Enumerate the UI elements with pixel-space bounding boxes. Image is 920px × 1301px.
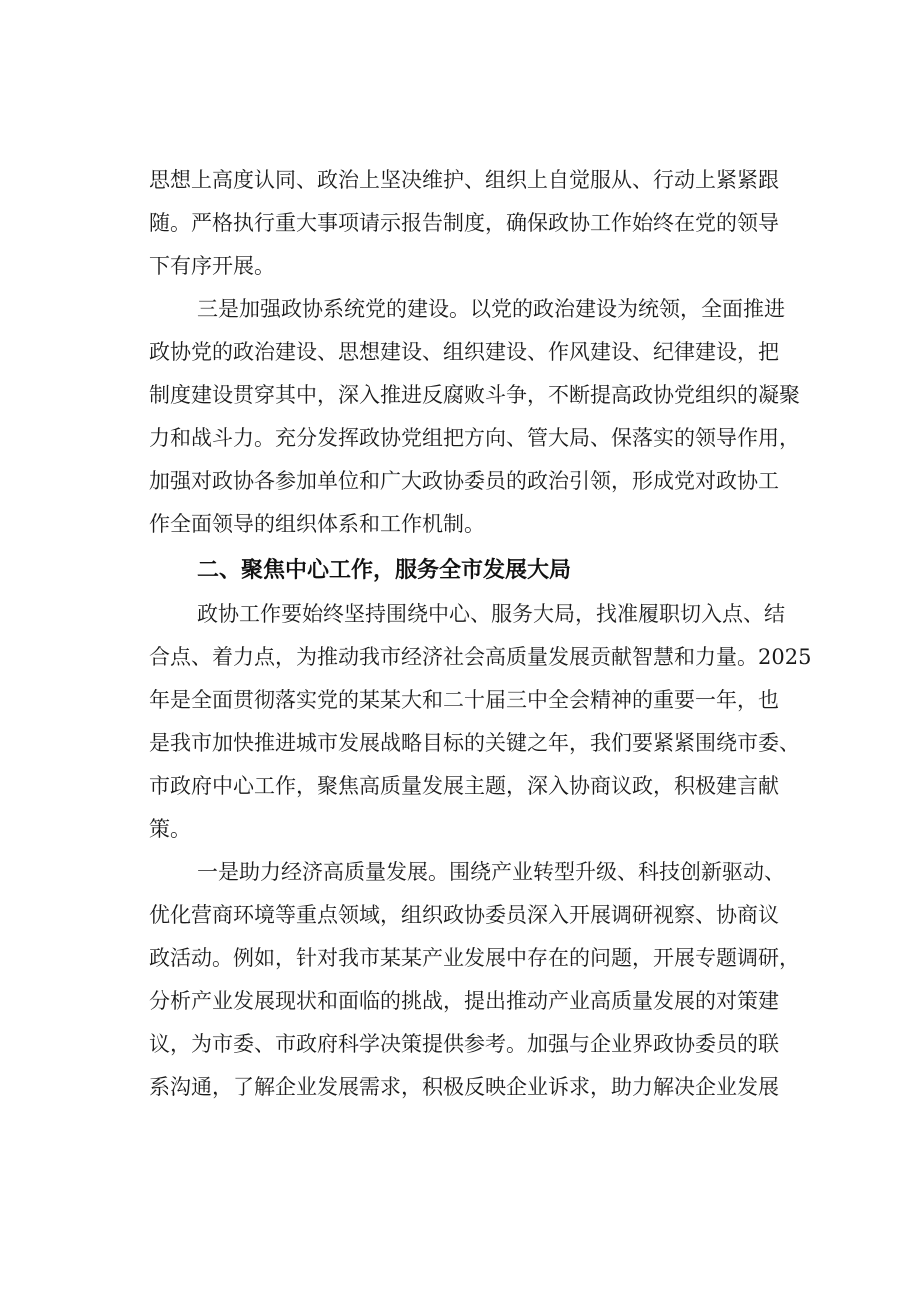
text-line: 下有序开展。 — [149, 254, 275, 278]
text-line: 优化营商环境等重点领域，组织政协委员深入开展调研视察、协商议 — [149, 903, 779, 927]
text-line: 随。严格执行重大事项请示报告制度，确保政协工作始终在党的领导 — [149, 211, 779, 235]
text-line: 是我市加快推进城市发展战略目标的关键之年，我们要紧紧围绕市委、 — [149, 731, 800, 755]
text-line: 政协工作要始终坚持围绕中心、服务大局，找准履职切入点、结 — [197, 602, 785, 626]
text-line: 议，为市委、市政府科学决策提供参考。加强与企业界政协委员的联 — [149, 1032, 779, 1056]
text-line: 策。 — [149, 817, 191, 841]
text-line: 合点、着力点，为推动我市经济社会高质量发展贡献智慧和力量。2025 — [149, 645, 812, 669]
text-line: 年是全面贯彻落实党的某某大和二十届三中全会精神的重要一年，也 — [149, 688, 779, 712]
text-line: 政活动。例如，针对我市某某产业发展中存在的问题，开展专题调研， — [149, 946, 800, 970]
section-heading: 二、聚焦中心工作，服务全市发展大局 — [197, 558, 572, 583]
text-line: 系沟通，了解企业发展需求，积极反映企业诉求，助力解决企业发展 — [149, 1075, 779, 1099]
text-line: 制度建设贯穿其中，深入推进反腐败斗争，不断提高政协党组织的凝聚 — [149, 383, 800, 407]
text-line: 三是加强政协系统党的建设。以党的政治建设为统领，全面推进 — [197, 297, 785, 321]
text-line: 市政府中心工作，聚焦高质量发展主题，深入协商议政，积极建言献 — [149, 774, 779, 798]
text-line: 分析产业发展现状和面临的挑战，提出推动产业高质量发展的对策建 — [149, 989, 779, 1013]
text-line: 政协党的政治建设、思想建设、组织建设、作风建设、纪律建设，把 — [149, 340, 779, 364]
text-line: 一是助力经济高质量发展。围绕产业转型升级、科技创新驱动、 — [197, 860, 785, 884]
text-line: 加强对政协各参加单位和广大政协委员的政治引领，形成党对政协工 — [149, 469, 779, 493]
text-line: 作全面领导的组织体系和工作机制。 — [149, 512, 485, 536]
text-line: 力和战斗力。充分发挥政协党组把方向、管大局、保落实的领导作用， — [149, 426, 800, 450]
text-line: 思想上高度认同、政治上坚决维护、组织上自觉服从、行动上紧紧跟 — [149, 168, 779, 192]
